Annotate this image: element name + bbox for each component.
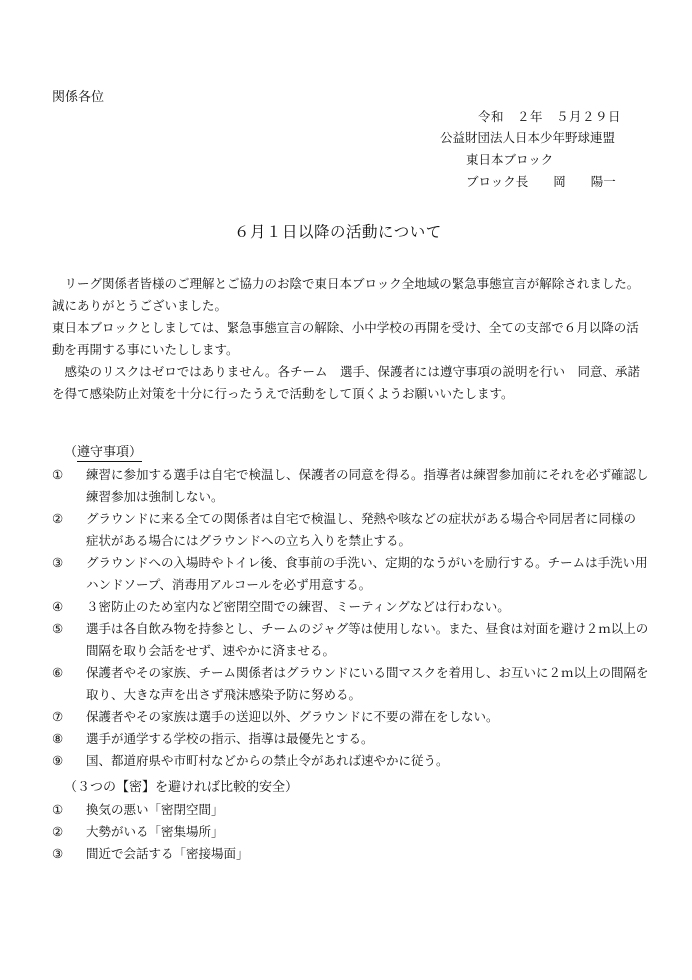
item-text: 大勢がいる「密集場所」 [86,824,224,839]
list-item [52,509,636,527]
item-text: 保護者やその家族は選手の送迎以外、グラウンドに不要の滞在をしない。 [86,709,499,724]
document-title: ６月１日以降の活動について [234,223,442,241]
intro-line: リーグ関係者皆様のご理解とご協力のお陰で東日本ブロック全地域の緊急事態宣言が解除されました。 [52,276,640,291]
item-number: ⑦ [52,709,64,724]
intro-line: 動を再開する事にいたしします。 [52,342,239,357]
item-number: ③ [52,555,64,570]
item-number: ① [52,467,64,482]
intro-line: を得て感染防止対策を十分に行ったうえで活動をして頂くようお願いいたします。 [52,386,514,401]
list-item [52,844,249,862]
item-number: ⑤ [52,621,64,636]
list-item [52,619,648,637]
safety-heading: （３つの【密】を避ければ比較的安全） [64,780,299,795]
list-item [52,707,499,725]
item-number: ① [52,802,64,817]
list-item [52,465,649,483]
item-text-continued: 取り、大きな声を出さず飛沫感染予防に努める。 [86,687,362,702]
block-name: 東日本ブロック [466,152,554,167]
item-text: グラウンドへの入場時やトイレ後、食事前の手洗い、定期的なうがいを励行する。チームは手洗い用 [86,555,648,570]
addressee: 関係各位 [52,90,105,105]
item-text: 換気の悪い「密閉空間」 [86,802,224,817]
item-number: ③ [52,846,64,861]
item-text: 国、都道府県や市町村などからの禁止令があれば速やかに従う。 [86,753,449,768]
rules-heading [64,441,142,460]
item-number: ⑨ [52,753,64,768]
list-item [52,800,224,818]
item-number: ④ [52,599,64,614]
list-item [52,822,224,840]
organization-name: 公益財団法人日本少年野球連盟 [440,130,616,145]
intro-line: 感染のリスクはゼロではありません。各チーム 選手、保護者には遵守事項の説明を行い 同意、承諾 [52,364,641,379]
rules-heading-text: 遵守事項） [77,445,143,460]
item-text: 練習に参加する選手は自宅で検温し、保護者の同意を得る。指導者は練習参加前にそれを必ず確認し [86,467,649,482]
item-text: 選手が通学する学校の指示、指導は最優先とする。 [86,731,374,746]
rules-heading-open: （ [64,445,78,460]
list-item [52,597,510,615]
intro-line: 誠にありがとうございました。 [52,298,228,313]
item-text: 保護者やその家族、チーム関係者はグラウンドにいる間マスクを着用し、お互いに２ｍ以上の間隔を [86,665,649,680]
list-item [52,663,649,681]
list-item [52,553,648,571]
intro-line: 東日本ブロックとしましては、緊急事態宣言の解除、小中学校の再開を受け、全ての支部で６月以降の活 [52,320,639,335]
item-number: ② [52,824,64,839]
block-chief: ブロック長 岡 陽一 [466,174,616,189]
item-text: グラウンドに来る全ての関係者は自宅で検温し、発熱や咳などの症状がある場合や同居者に同様の [86,511,637,526]
item-text: 選手は各自飲み物を持参とし、チームのジャグ等は使用しない。また、昼食は対面を避け２ｍ以上の [86,621,649,636]
issue-date: 令和 ２年 ５月２９日 [478,109,622,124]
item-text-continued: 間隔を取り会話をせず、速やかに済ませる。 [86,643,336,658]
item-text-continued: 練習参加は強制しない。 [86,489,224,504]
item-text-continued: ハンドソープ、消毒用アルコールを必ず用意する。 [86,577,372,592]
list-item [52,729,374,747]
item-number: ⑧ [52,731,64,746]
item-text: 間近で会話する「密接場面」 [86,846,249,861]
item-number: ⑥ [52,665,64,680]
item-number: ② [52,511,64,526]
list-item [52,751,449,769]
item-text: ３密防止のため室内など密閉空間での練習、ミーティングなどは行わない。 [86,599,510,614]
item-text-continued: 症状がある場合にはグラウンドへの立ち入りを禁止する。 [86,533,412,548]
